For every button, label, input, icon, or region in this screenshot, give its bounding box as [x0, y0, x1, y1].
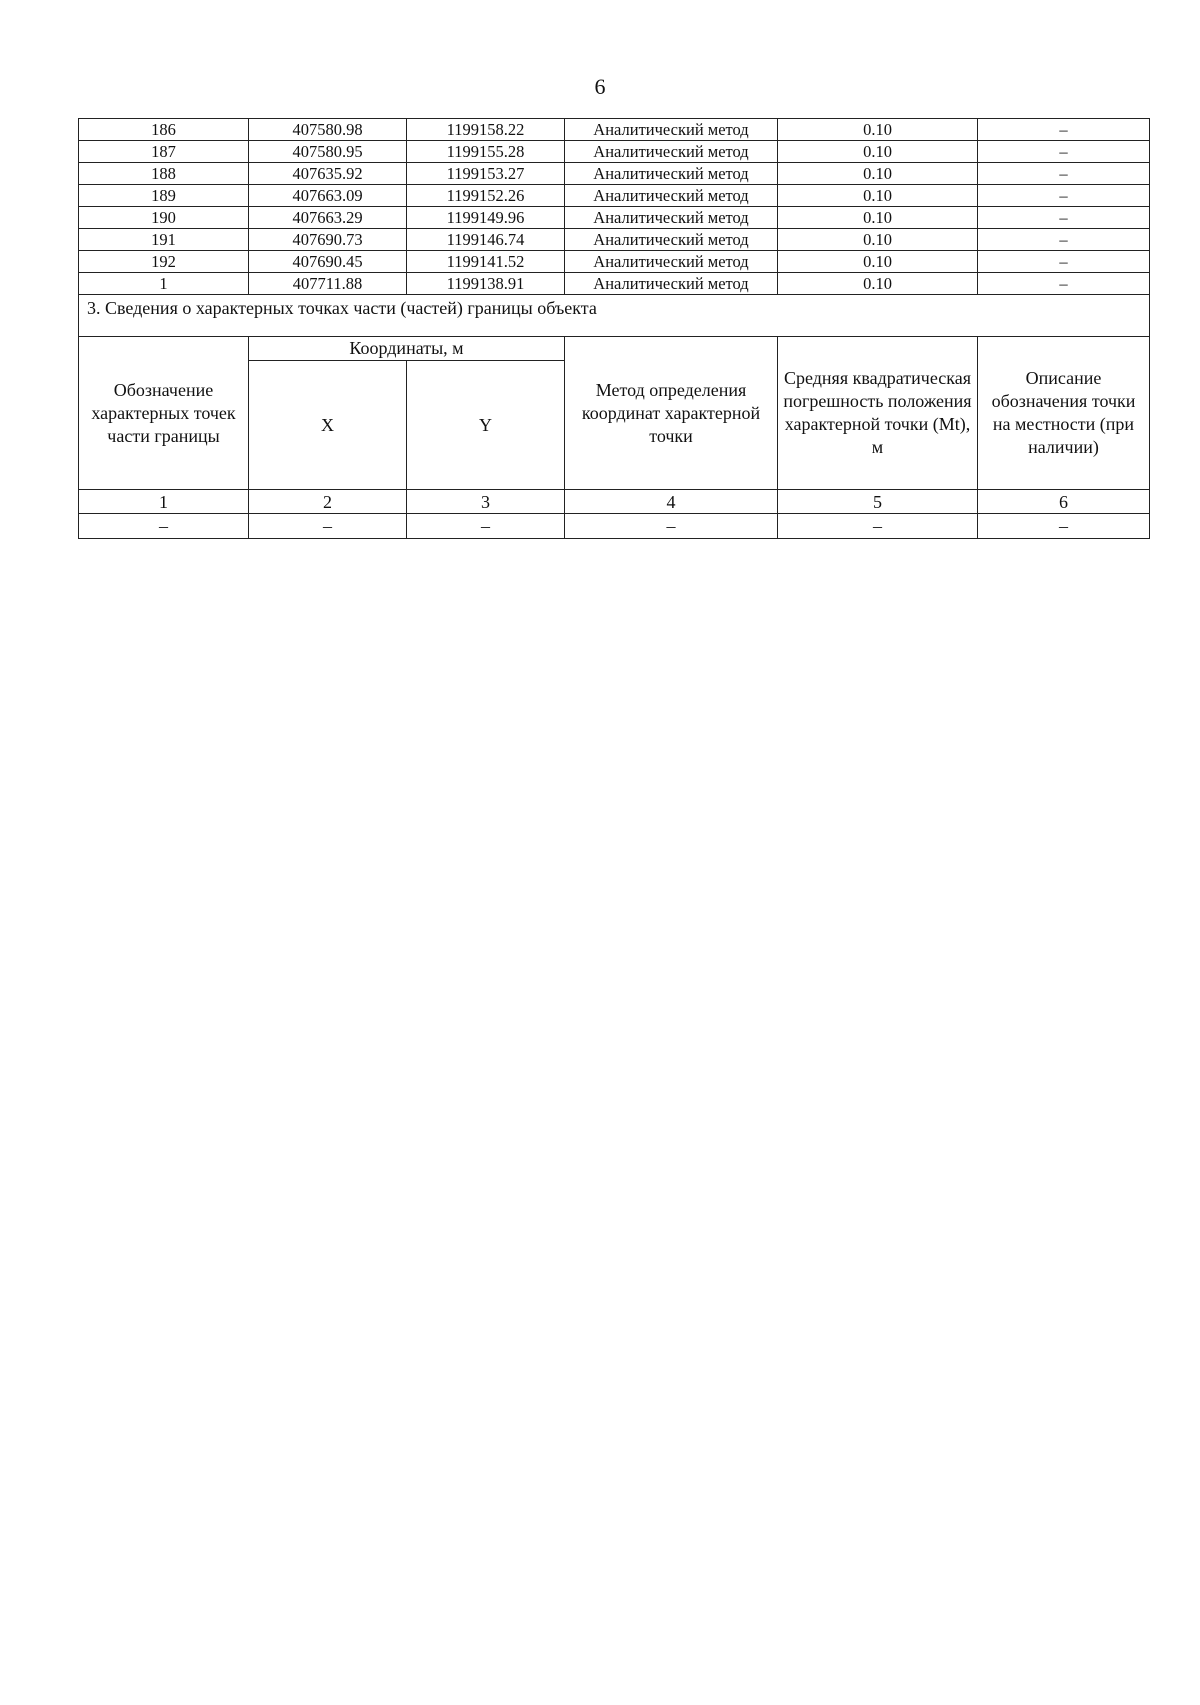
cell-x: 407663.29 [249, 207, 407, 229]
cell-x: 407580.98 [249, 119, 407, 141]
cell-y: 1199141.52 [407, 251, 565, 273]
empty-cell: – [565, 514, 778, 539]
cell-point: 192 [79, 251, 249, 273]
header-x: X [249, 361, 407, 490]
header-method: Метод определения координат характерной точки [565, 337, 778, 490]
header-description: Описание обозначения точки на местности (при наличии) [978, 337, 1150, 490]
table-row [79, 273, 1150, 295]
cell-point: 189 [79, 185, 249, 207]
cell-y: 1199155.28 [407, 141, 565, 163]
empty-cell: – [778, 514, 978, 539]
cell-description: – [978, 163, 1150, 185]
section-title: 3. Сведения о характерных точках части (частей) границы объекта [79, 295, 1150, 337]
cell-accuracy: 0.10 [778, 229, 978, 251]
cell-point: 187 [79, 141, 249, 163]
table-row [79, 229, 1150, 251]
column-number: 2 [249, 490, 407, 514]
cell-method: Аналитический метод [565, 163, 778, 185]
column-number: 6 [978, 490, 1150, 514]
cell-accuracy: 0.10 [778, 163, 978, 185]
cell-point: 190 [79, 207, 249, 229]
empty-cell: – [978, 514, 1150, 539]
empty-row [79, 514, 1150, 539]
cell-accuracy: 0.10 [778, 119, 978, 141]
boundary-points-table [78, 118, 1150, 539]
cell-x: 407663.09 [249, 185, 407, 207]
column-number: 4 [565, 490, 778, 514]
cell-y: 1199138.91 [407, 273, 565, 295]
table-row [79, 163, 1150, 185]
cell-point: 188 [79, 163, 249, 185]
column-number: 5 [778, 490, 978, 514]
cell-description: – [978, 273, 1150, 295]
cell-x: 407690.73 [249, 229, 407, 251]
column-numbers-row [79, 490, 1150, 514]
table-row [79, 251, 1150, 273]
header-coordinates: Координаты, м [249, 337, 565, 361]
cell-description: – [978, 229, 1150, 251]
cell-y: 1199158.22 [407, 119, 565, 141]
table-row [79, 119, 1150, 141]
cell-accuracy: 0.10 [778, 273, 978, 295]
column-number: 3 [407, 490, 565, 514]
cell-accuracy: 0.10 [778, 251, 978, 273]
cell-method: Аналитический метод [565, 141, 778, 163]
cell-point: 186 [79, 119, 249, 141]
data-rows [79, 119, 1150, 295]
cell-description: – [978, 207, 1150, 229]
table-row [79, 207, 1150, 229]
cell-description: – [978, 119, 1150, 141]
header-accuracy-text: Средняя квадратическая погрешность положения характерной точки (Mt), м [783, 368, 972, 457]
table-row [79, 185, 1150, 207]
empty-cell: – [249, 514, 407, 539]
empty-cell: – [79, 514, 249, 539]
cell-method: Аналитический метод [565, 119, 778, 141]
header-y: Y [407, 361, 565, 490]
cell-method: Аналитический метод [565, 251, 778, 273]
cell-x: 407580.95 [249, 141, 407, 163]
cell-y: 1199152.26 [407, 185, 565, 207]
cell-x: 407711.88 [249, 273, 407, 295]
cell-method: Аналитический метод [565, 185, 778, 207]
cell-accuracy: 0.10 [778, 185, 978, 207]
cell-y: 1199149.96 [407, 207, 565, 229]
table-row [79, 141, 1150, 163]
empty-cell: – [407, 514, 565, 539]
cell-method: Аналитический метод [565, 207, 778, 229]
page-number: 6 [594, 74, 606, 99]
cell-x: 407635.92 [249, 163, 407, 185]
cell-accuracy: 0.10 [778, 207, 978, 229]
cell-accuracy: 0.10 [778, 141, 978, 163]
cell-description: – [978, 185, 1150, 207]
header-accuracy [778, 337, 978, 490]
cell-method: Аналитический метод [565, 229, 778, 251]
header-point-designation: Обозначение характерных точек части границы [79, 337, 249, 490]
cell-x: 407690.45 [249, 251, 407, 273]
cell-point: 191 [79, 229, 249, 251]
cell-method: Аналитический метод [565, 273, 778, 295]
cell-description: – [978, 251, 1150, 273]
cell-y: 1199153.27 [407, 163, 565, 185]
column-number: 1 [79, 490, 249, 514]
cell-description: – [978, 141, 1150, 163]
cell-point: 1 [79, 273, 249, 295]
cell-y: 1199146.74 [407, 229, 565, 251]
